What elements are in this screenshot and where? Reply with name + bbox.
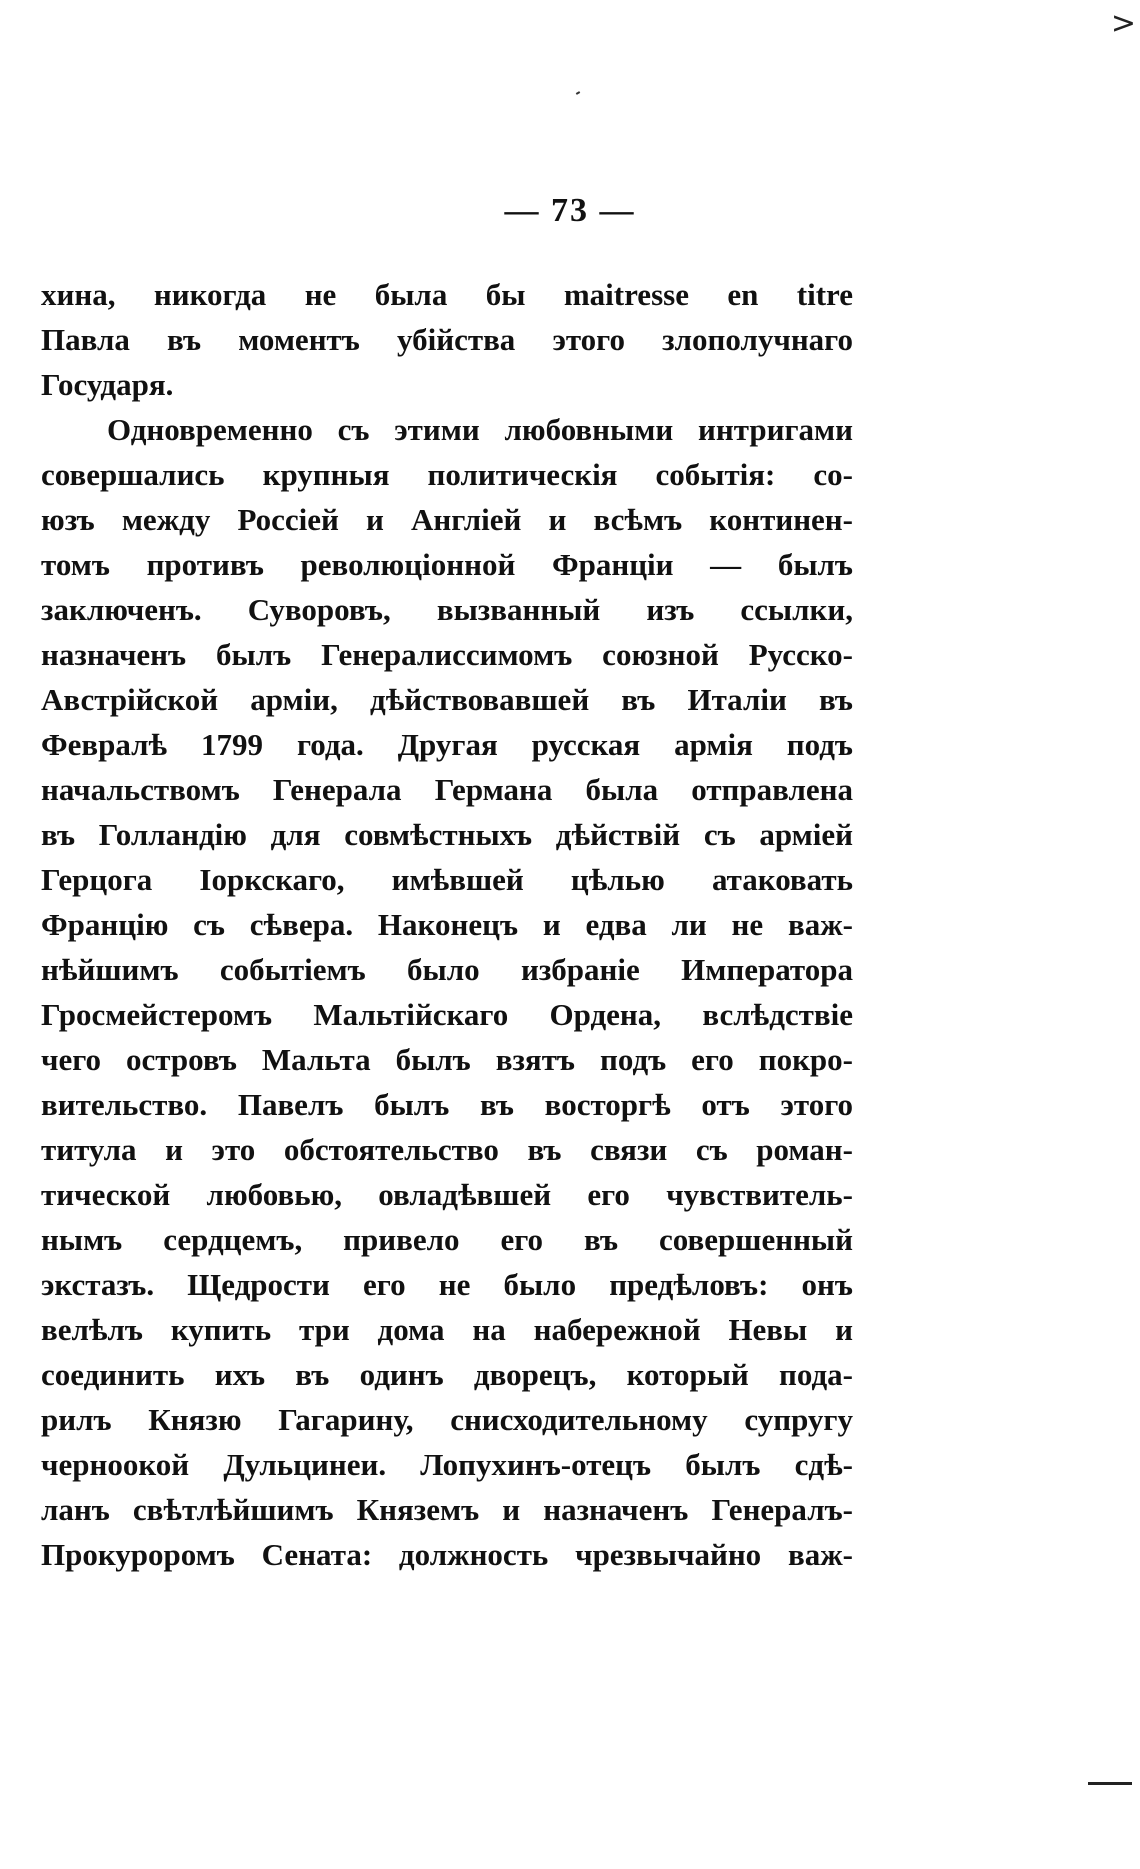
ink-speck xyxy=(576,91,580,95)
text-line: Австрійской арміи, дѣйствовавшей въ Италіи въ xyxy=(41,682,853,717)
text-line: томъ противъ революціонной Франціи — былъ xyxy=(41,547,853,582)
text-line: нѣйшимъ событіемъ было избраніе Императора xyxy=(41,952,853,987)
margin-mark: > xyxy=(1110,6,1136,41)
margin-dash xyxy=(1088,1782,1132,1785)
text-line: Герцога Іоркскаго, имѣвшей цѣлью атаковать xyxy=(41,862,853,897)
text-line: ланъ свѣтлѣйшимъ Княземъ и назначенъ Генералъ- xyxy=(41,1492,853,1527)
text-line: Февралѣ 1799 года. Другая русская армія подъ xyxy=(41,727,853,762)
text-line: заключенъ. Суворовъ, вызванный изъ ссылки, xyxy=(41,592,853,627)
text-line: велѣлъ купить три дома на набережной Невы и xyxy=(41,1312,853,1347)
text-line: Прокуроромъ Сената: должность чрезвычайно важ- xyxy=(41,1537,853,1572)
text-line: Гросмейстеромъ Мальтійскаго Ордена, вслѣдствіе xyxy=(41,997,853,1032)
page-number: — 73 — xyxy=(504,192,636,229)
text-line: нымъ сердцемъ, привело его въ совершенный xyxy=(41,1222,853,1257)
text-line: въ Голландію для совмѣстныхъ дѣйствій съ арміей xyxy=(41,817,853,852)
text-line: чего островъ Мальта былъ взятъ подъ его покро- xyxy=(41,1042,853,1077)
text-line: Павла въ моментъ убійства этого злополучнаго xyxy=(41,322,853,357)
text-line: Францію съ сѣвера. Наконецъ и едва ли не важ- xyxy=(41,907,853,942)
text-line: совершались крупныя политическія событія: со- xyxy=(41,457,853,492)
text-line: рилъ Князю Гагарину, снисходительному супругу xyxy=(41,1402,853,1437)
text-line: Одновременно съ этими любовными интригами xyxy=(107,412,853,447)
text-line: черноокой Дульцинеи. Лопухинъ-отецъ былъ сдѣ- xyxy=(41,1447,853,1482)
text-line: титула и это обстоятельство въ связи съ роман- xyxy=(41,1132,853,1167)
body-text xyxy=(41,272,853,1577)
text-line: экстазъ. Щедрости его не было предѣловъ: онъ xyxy=(41,1267,853,1302)
text-line: юзъ между Россіей и Англіей и всѣмъ континен- xyxy=(41,502,853,537)
text-line: Государя. xyxy=(41,367,174,402)
text-line: соединить ихъ въ одинъ дворецъ, который пода- xyxy=(41,1357,853,1392)
text-line: хина, никогда не была бы maitresse en titre xyxy=(41,277,853,312)
text-line: тической любовью, овладѣвшей его чувствитель- xyxy=(41,1177,853,1212)
text-line: назначенъ былъ Генералиссимомъ союзной Русско- xyxy=(41,637,853,672)
text-line: начальствомъ Генерала Германа была отправлена xyxy=(41,772,853,807)
text-line: вительство. Павелъ былъ въ восторгѣ отъ этого xyxy=(41,1087,853,1122)
